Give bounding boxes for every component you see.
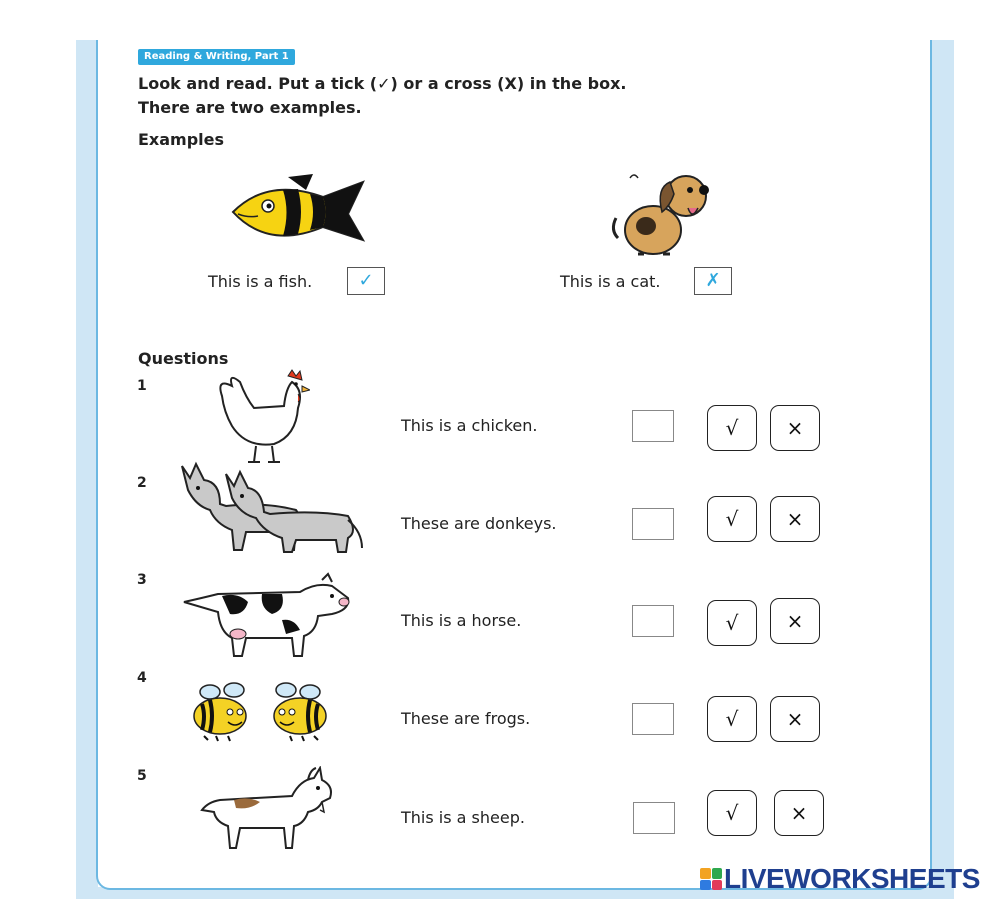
example-1-answer-box: ✓ — [347, 267, 385, 295]
question-5-number: 5 — [137, 768, 147, 784]
question-3-number: 3 — [137, 572, 147, 588]
example-2-text: This is a cat. — [560, 272, 661, 291]
question-4-tick-button[interactable]: √ — [707, 696, 757, 742]
instruction-line-2: There are two examples. — [138, 98, 362, 117]
chicken-picture — [214, 368, 310, 466]
question-2-answer-box[interactable] — [632, 508, 674, 540]
question-5-text: This is a sheep. — [401, 808, 525, 827]
question-4-answer-box[interactable] — [632, 703, 674, 735]
question-1-tick-button[interactable]: √ — [707, 405, 757, 451]
page-frame-right — [930, 40, 954, 899]
liveworksheets-logo — [700, 864, 980, 894]
question-2-text: These are donkeys. — [401, 514, 557, 533]
donkeys-picture — [176, 460, 368, 554]
goat-picture — [200, 766, 336, 852]
questions-heading: Questions — [138, 349, 229, 368]
question-3-answer-box[interactable] — [632, 605, 674, 637]
question-4-cross-button[interactable]: × — [770, 696, 820, 742]
question-3-text: This is a horse. — [401, 611, 522, 630]
question-1-cross-button[interactable]: × — [770, 405, 820, 451]
question-5-answer-box[interactable] — [633, 802, 675, 834]
question-2-cross-button[interactable]: × — [770, 496, 820, 542]
instruction-line-1: Look and read. Put a tick (✓) or a cross (X) in the box. — [138, 74, 627, 93]
question-4-text: These are frogs. — [401, 709, 531, 728]
page-frame-left — [76, 40, 98, 899]
question-3-tick-button[interactable]: √ — [707, 600, 757, 646]
question-1-number: 1 — [137, 378, 147, 394]
question-4-number: 4 — [137, 670, 147, 686]
question-5-tick-button[interactable]: √ — [707, 790, 757, 836]
question-5-cross-button[interactable]: × — [774, 790, 824, 836]
bees-picture — [190, 680, 334, 742]
example-1-text: This is a fish. — [208, 272, 313, 291]
fish-picture — [228, 172, 368, 252]
question-2-tick-button[interactable]: √ — [707, 496, 757, 542]
logo-mark-icon — [700, 868, 722, 890]
question-2-number: 2 — [137, 475, 147, 491]
logo-text: LIVEWORKSHEETS — [724, 863, 980, 894]
section-tag: Reading & Writing, Part 1 — [138, 49, 295, 65]
question-3-cross-button[interactable]: × — [770, 598, 820, 644]
question-1-text: This is a chicken. — [401, 416, 538, 435]
example-2-answer-box: ✗ — [694, 267, 732, 295]
dog-picture — [608, 168, 723, 260]
examples-heading: Examples — [138, 130, 225, 149]
question-1-answer-box[interactable] — [632, 410, 674, 442]
cow-picture — [182, 572, 352, 662]
